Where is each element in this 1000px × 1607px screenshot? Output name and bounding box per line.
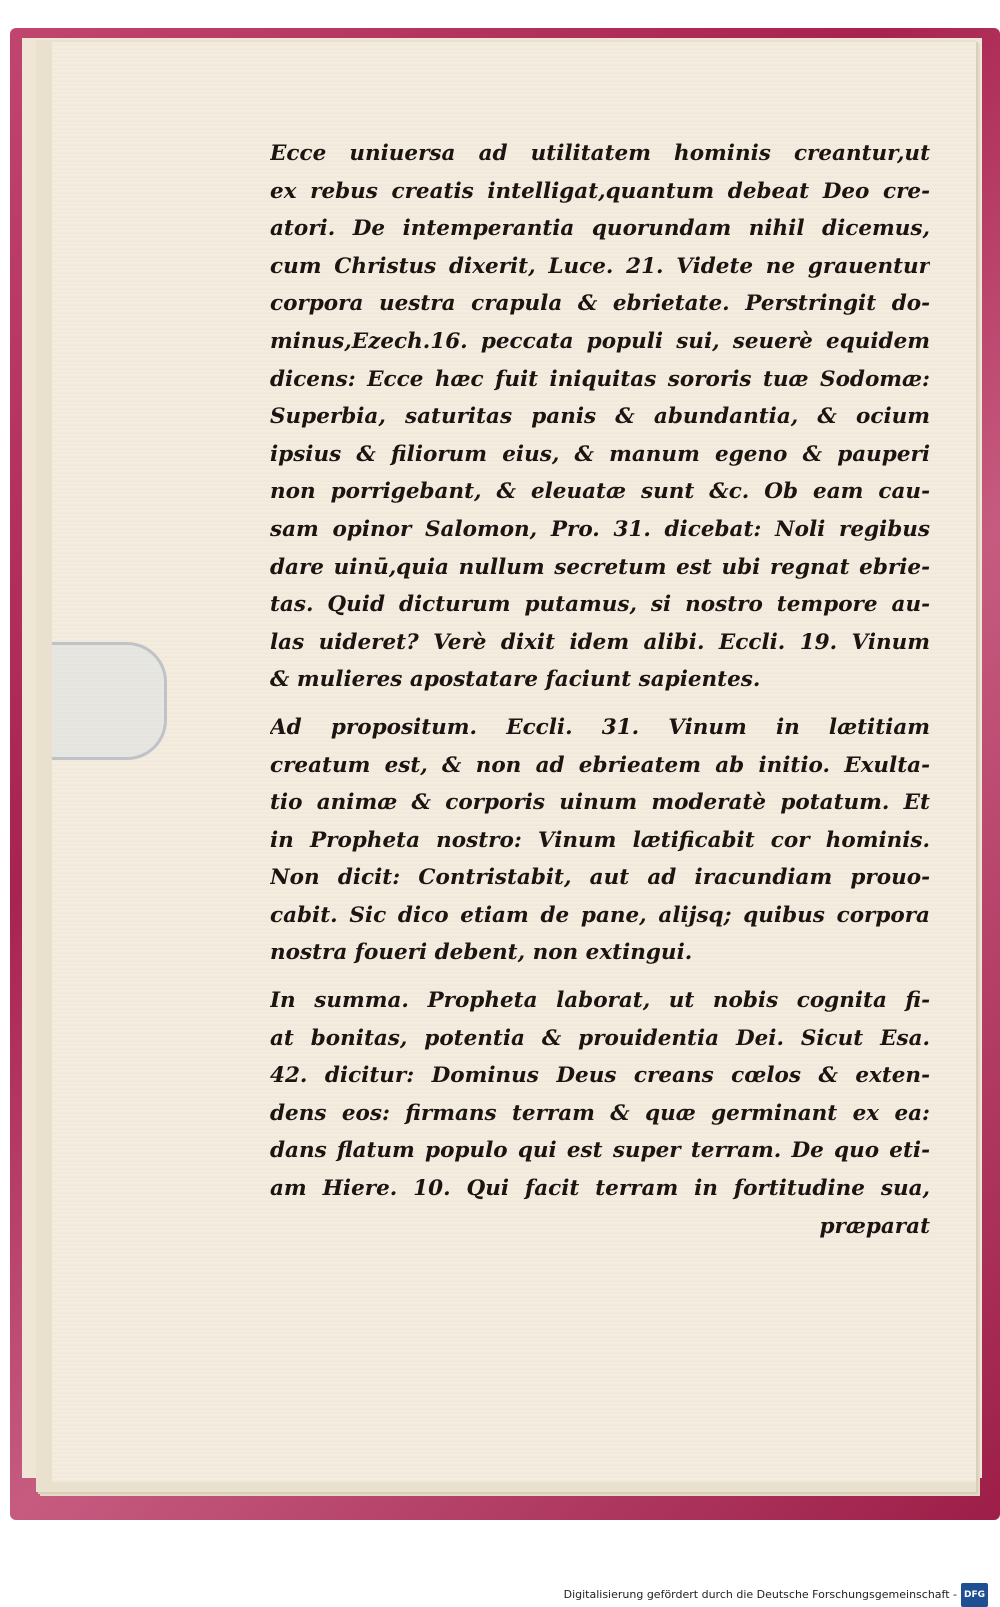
text-line: Superbia, saturitas panis & abundantia, & ocium (270, 404, 930, 430)
page-text (270, 135, 930, 1245)
footer-credit: Digitalisierung gefördert durch die Deutsche Forschungsgemeinschaft - (563, 1588, 957, 1601)
digitization-footer (564, 1584, 988, 1606)
text-line: Non dicit: Contristabit, aut ad iracundiam prouo- (270, 865, 930, 891)
text-line: nostra foueri debent, non extingui. (270, 940, 693, 966)
text-line: corpora uestra crapula & ebrietate. Perstringit do- (270, 291, 930, 317)
text-line: las uideret? Verè dixit idem alibi. Eccli. 19. Vinum (270, 629, 930, 655)
text-line: cum Christus dixerit, Luce. 21. Videte ne grauentur (270, 253, 930, 279)
text-line: 42. dicitur: Dominus Deus creans cœlos & exten- (270, 1063, 930, 1089)
text-line: in Propheta nostro: Vinum lætificabit cor hominis. (270, 827, 930, 853)
text-line: & mulieres apostatare faciunt sapientes. (270, 667, 761, 693)
text-line: am Hiere. 10. Qui facit terram in fortitudine sua, (270, 1176, 930, 1202)
text-line: minus,Ezech.16. peccata populi sui, seuerè equidem (270, 328, 930, 354)
text-line: ex rebus creatis intelligat,quantum debeat Deo cre- (270, 178, 930, 204)
text-line: ipsius & filiorum eius, & manum egeno & pauperi (270, 441, 930, 467)
catchword: præparat (819, 1213, 930, 1239)
dfg-logo: DFG (961, 1583, 988, 1607)
text-line: In summa. Propheta laborat, ut nobis cognita fi- (270, 988, 930, 1014)
text-line: cabit. Sic dico etiam de pane, alijsq; quibus corpora (270, 902, 930, 928)
paper-clip (52, 642, 167, 760)
text-line: at bonitas, potentia & prouidentia Dei. Sicut Esa. (270, 1025, 930, 1051)
paragraph-2 (270, 709, 930, 972)
text-line: Ad propositum. Eccli. 31. Vinum in lætitiam (270, 714, 930, 740)
text-line: dare uinū,quia nullum secretum est ubi regnat ebrie- (270, 554, 930, 580)
paragraph-1 (270, 135, 930, 699)
text-line: Ecce uniuersa ad utilitatem hominis creantur,ut (270, 141, 930, 166)
text-line: creatum est, & non ad ebrieatem ab initio. Exulta- (270, 752, 930, 778)
paragraph-3 (270, 982, 930, 1208)
text-line: dicens: Ecce hæc fuit iniquitas sororis tuæ Sodomæ: (270, 366, 930, 392)
text-line: dens eos: firmans terram & quæ germinant ex ea: (270, 1100, 930, 1126)
text-line: tio animæ & corporis uinum moderatè potatum. Et (270, 790, 930, 816)
text-line: non porrigebant, & eleuatæ sunt &c. Ob eam cau- (270, 479, 930, 505)
text-line: dans flatum populo qui est super terram. De quo eti- (270, 1138, 930, 1164)
text-line: tas. Quid dicturum putamus, si nostro tempore au- (270, 592, 930, 618)
text-line: sam opinor Salomon, Pro. 31. dicebat: Noli regibus (270, 516, 930, 542)
text-line: atori. De intemperantia quorundam nihil dicemus, (270, 216, 930, 242)
